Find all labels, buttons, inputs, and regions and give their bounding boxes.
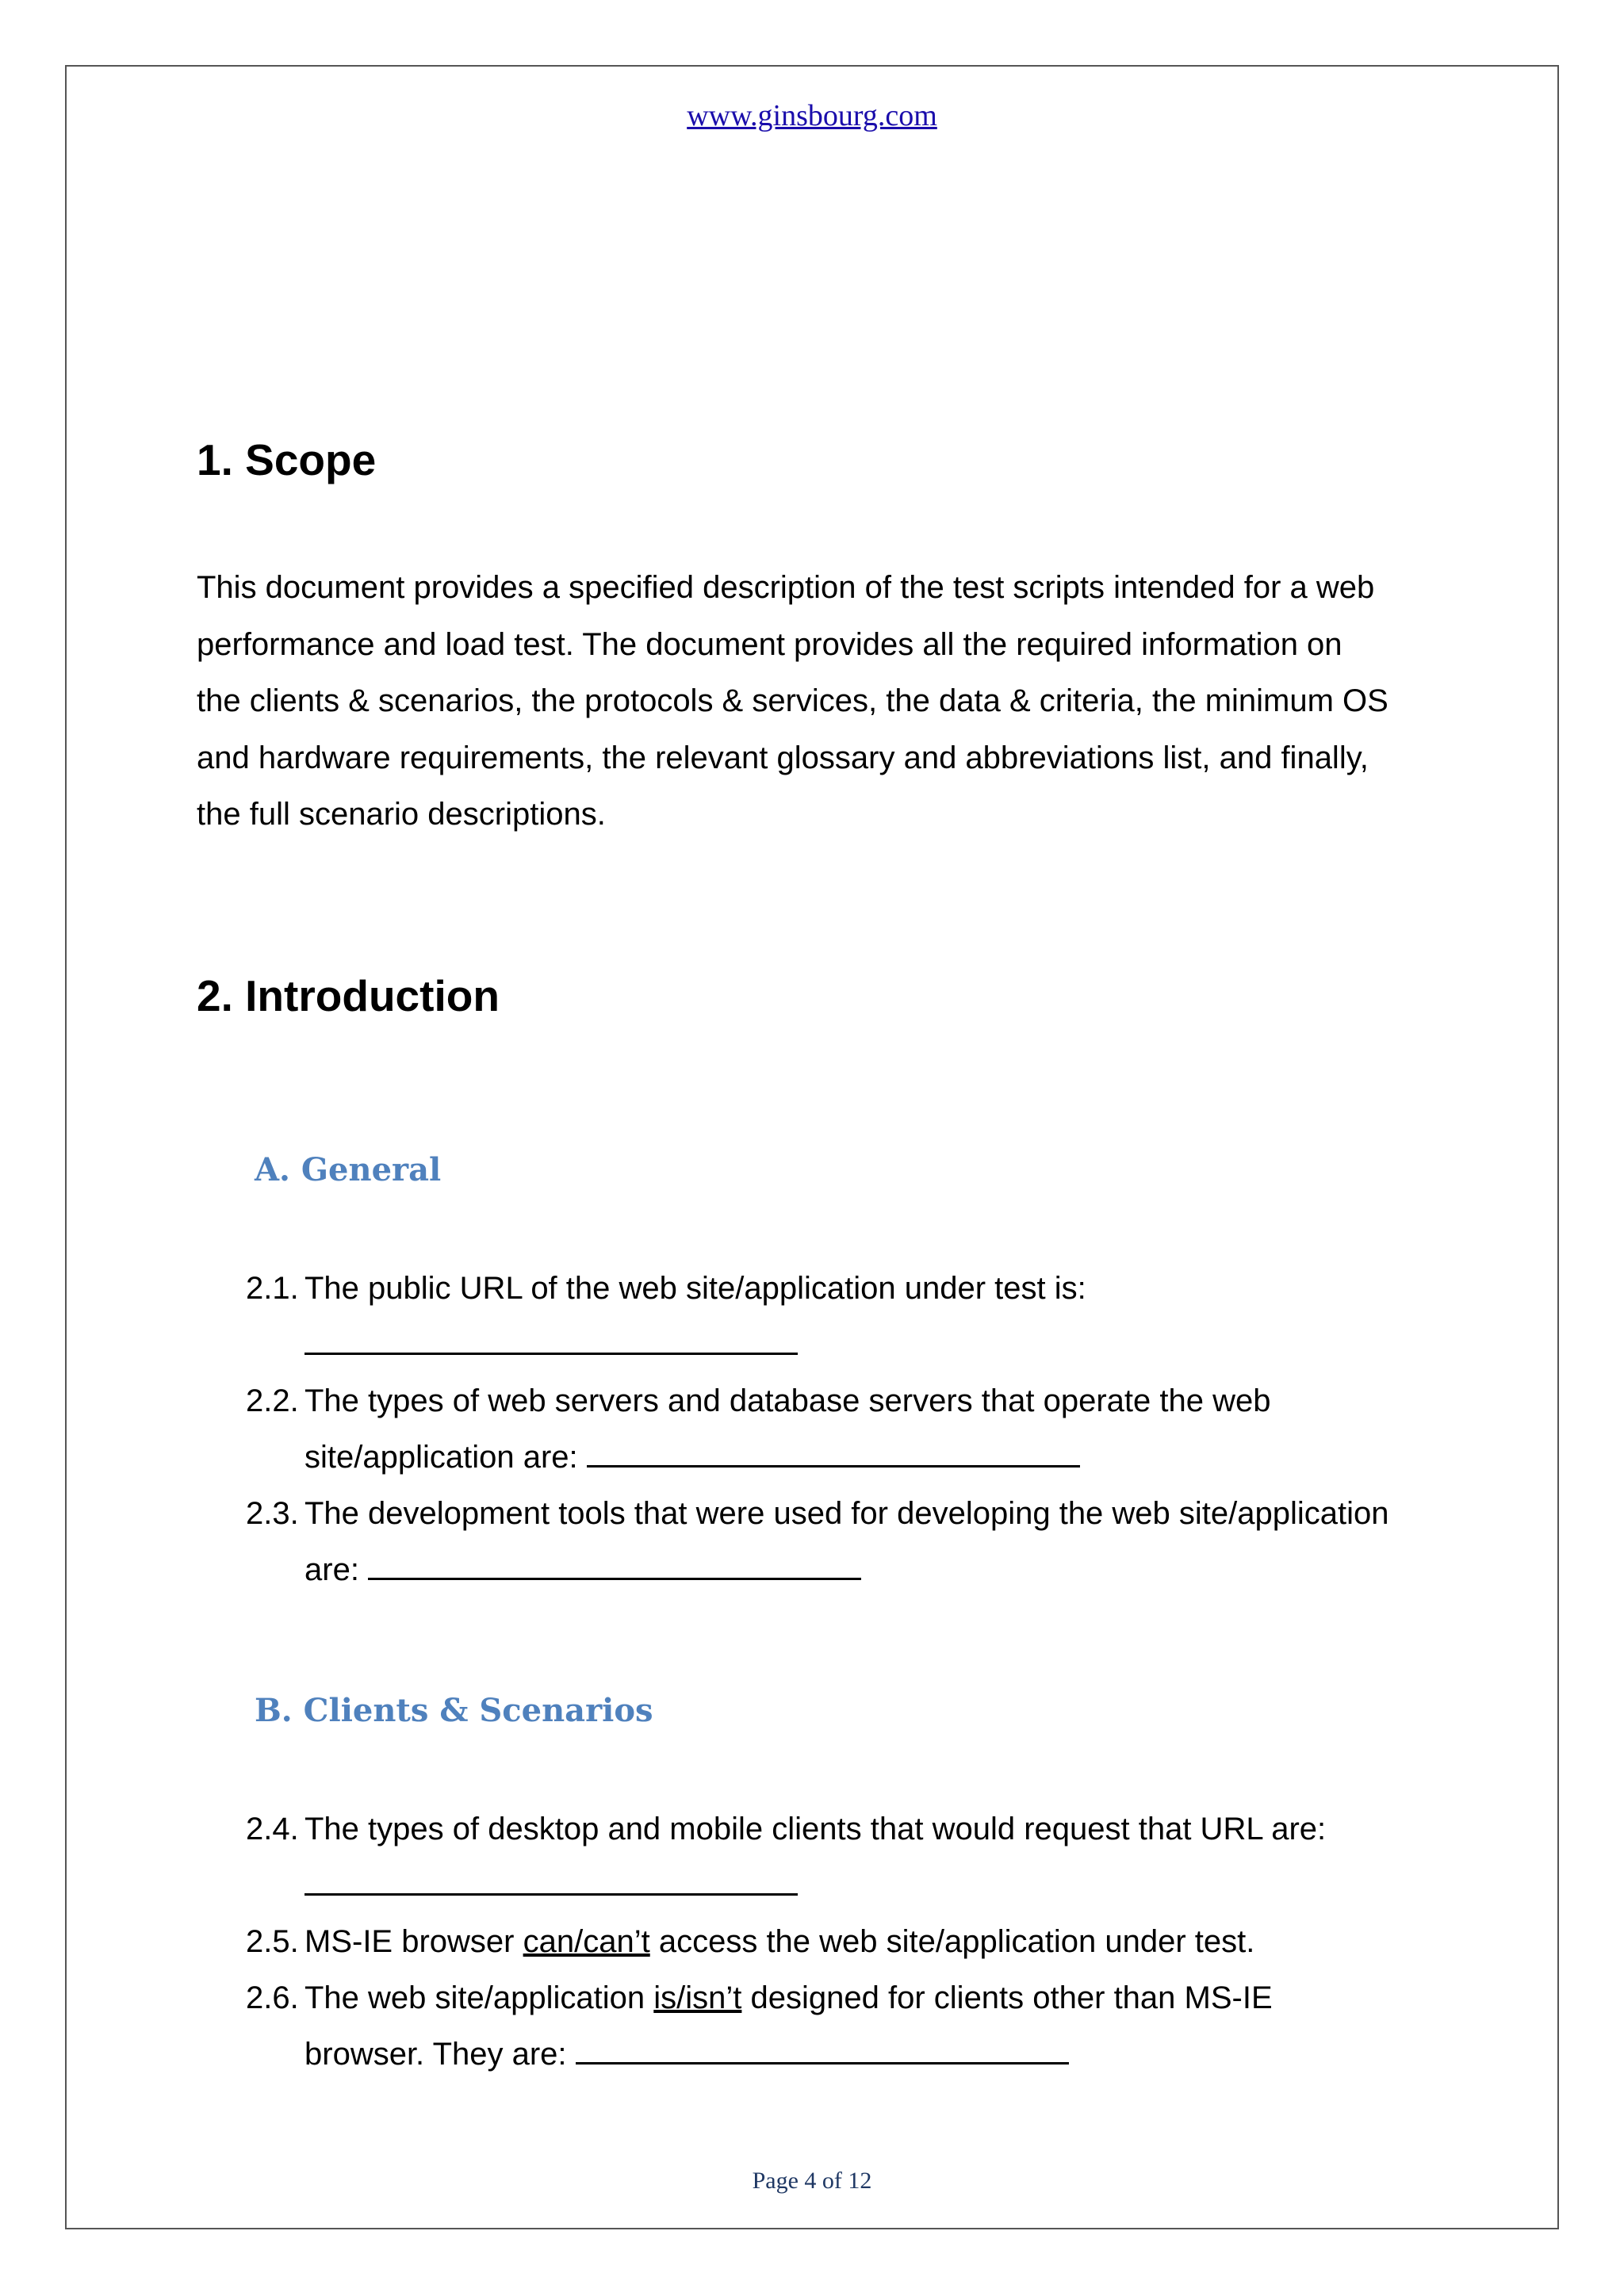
- subsection-general-heading: A. General: [255, 1151, 442, 1188]
- item-number: 2.5.: [246, 1924, 299, 1959]
- item-text: site/application are:: [304, 1440, 578, 1475]
- item-text: The types of web servers and database servers that operate the web: [304, 1383, 1271, 1418]
- scope-line: performance and load test. The document provides all the required information on: [197, 626, 1342, 662]
- list-item-2-3: [246, 1486, 1515, 1598]
- item-text: MS-IE browser: [304, 1924, 523, 1959]
- list-item-2-5: [246, 1914, 1515, 1970]
- item-text: The public URL of the web site/application under test is:: [304, 1271, 1086, 1306]
- item-text: designed for clients other than MS-IE: [741, 1980, 1273, 2015]
- scope-paragraph: [197, 560, 1465, 844]
- scope-line: and hardware requirements, the relevant glossary and abbreviations list, and finally,: [197, 740, 1369, 775]
- list-item-2-2: [246, 1373, 1515, 1486]
- list-item-2-4: [246, 1801, 1515, 1914]
- fill-in-blank[interactable]: [304, 1329, 798, 1355]
- list-item-2-6: [246, 1970, 1515, 2083]
- scope-line: This document provides a specified description of the test scripts intended for a web: [197, 570, 1375, 605]
- section-scope-heading: 1. Scope: [197, 435, 377, 484]
- fill-in-blank[interactable]: [576, 2038, 1069, 2064]
- item-text: The development tools that were used for developing the web site/application: [304, 1496, 1389, 1531]
- item-number: 2.6.: [246, 1980, 299, 2015]
- scope-line: the full scenario descriptions.: [197, 797, 606, 832]
- fill-in-blank[interactable]: [368, 1554, 861, 1580]
- subsection-clients-scenarios-heading: B. Clients & Scenarios: [255, 1692, 653, 1729]
- section-introduction-heading: 2. Introduction: [197, 971, 500, 1020]
- item-number: 2.2.: [246, 1383, 299, 1418]
- choice-can-cant[interactable]: can/can’t: [523, 1924, 650, 1959]
- item-number: 2.4.: [246, 1812, 299, 1846]
- item-text: The types of desktop and mobile clients that would request that URL are:: [304, 1812, 1327, 1846]
- fill-in-blank[interactable]: [304, 1869, 798, 1896]
- header-website-link[interactable]: www.ginsbourg.com: [687, 99, 937, 132]
- item-text: access the web site/application under test.: [649, 1924, 1255, 1959]
- item-text: are:: [304, 1552, 359, 1587]
- page-number: Page 4 of 12: [752, 2168, 872, 2194]
- scope-line: the clients & scenarios, the protocols & services, the data & criteria, the minimum OS: [197, 683, 1388, 718]
- list-item-2-1: [246, 1261, 1515, 1373]
- fill-in-blank[interactable]: [587, 1441, 1080, 1468]
- item-number: 2.1.: [246, 1271, 299, 1306]
- item-text: The web site/application: [304, 1980, 654, 2015]
- item-text: browser. They are:: [304, 2037, 567, 2072]
- choice-is-isnt[interactable]: is/isn’t: [653, 1980, 742, 2015]
- item-number: 2.3.: [246, 1496, 299, 1531]
